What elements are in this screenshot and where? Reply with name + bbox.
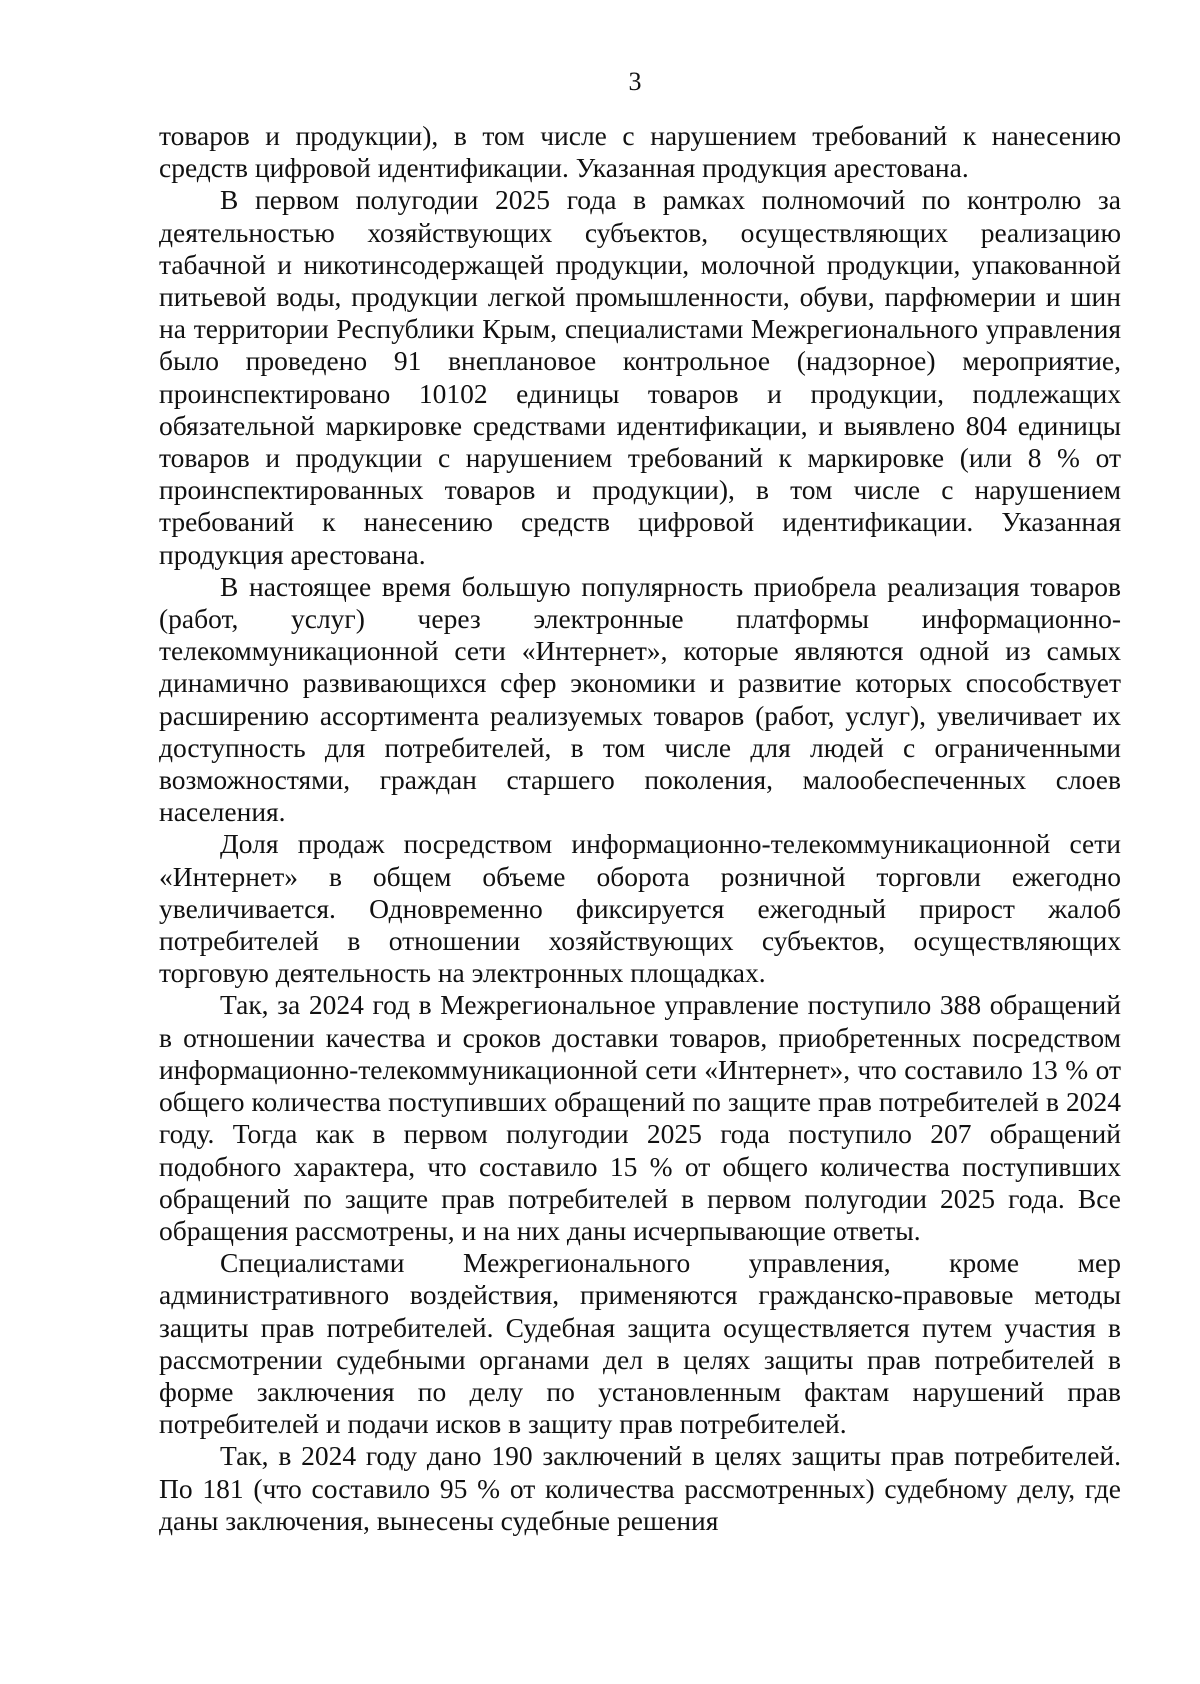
paragraph-2: В первом полугодии 2025 года в рамках полномочий по контролю за деятельностью хозяйствующих субъектов, осуществляющих реализацию табачной и никотинсодержащей продукции, молочной продукции, упакованной питьевой воды, продукции легкой промышленности, обуви, парфюмерии и шин на территории Республики Крым, специалистами Межрегионального управления было проведено 91 внеплановое контрольное (надзорное) мероприятие, проинспектировано 10102 единицы товаров и продукции, подлежащих обязательной маркировке средствами идентификации, и выявлено 804 единицы товаров и продукции с нарушением требований к маркировке (или 8 % от проинспектированных товаров и продукции), в том числе с нарушением требований к нанесению средств цифровой идентификации. Указанная продукция арестована. (159, 184, 1121, 570)
paragraph-3: В настоящее время большую популярность приобрела реализация товаров (работ, услуг) через электронные платформы информационно-телекоммуникационной сети «Интернет», которые являются одной из самых динамично развивающихся сфер экономики и развитие которых способствует расширению ассортимента реализуемых товаров (работ, услуг), увеличивает их доступность для потребителей, в том числе для людей с ограниченными возможностями, граждан старшего поколения, малообеспеченных слоев населения. (159, 570, 1121, 828)
paragraph-4: Доля продаж посредством информационно-телекоммуникационной сети «Интернет» в общем объеме оборота розничной торговли ежегодно увеличивается. Одновременно фиксируется ежегодный прирост жалоб потребителей в отношении хозяйствующих субъектов, осуществляющих торговую деятельность на электронных площадках. (159, 828, 1121, 989)
document-body (159, 120, 1121, 1537)
paragraph-5: Так, за 2024 год в Межрегиональное управление поступило 388 обращений в отношении качества и сроков доставки товаров, приобретенных посредством информационно-телекоммуникационной сети «Интернет», что составило 13 % от общего количества поступивших обращений по защите прав потребителей в 2024 году. Тогда как в первом полугодии 2025 года поступило 207 обращений подобного характера, что составило 15 % от общего количества поступивших обращений по защите прав потребителей в первом полугодии 2025 года. Все обращения рассмотрены, и на них даны исчерпывающие ответы. (159, 989, 1121, 1246)
paragraph-7: Так, в 2024 году дано 190 заключений в целях защиты прав потребителей. По 181 (что составило 95 % от количества рассмотренных) судебному делу, где даны заключения, вынесены судебные решения (159, 1440, 1121, 1536)
paragraph-6: Специалистами Межрегионального управления, кроме мер административного воздействия, применяются гражданско-правовые методы защиты прав потребителей. Судебная защита осуществляется путем участия в рассмотрении судебными органами дел в целях защиты прав потребителей в форме заключения по делу по установленным фактам нарушений прав потребителей и подачи исков в защиту прав потребителей. (159, 1247, 1121, 1440)
paragraph-1: товаров и продукции), в том числе с нарушением требований к нанесению средств цифровой идентификации. Указанная продукция арестована. (159, 120, 1121, 184)
page-number: 3 (628, 67, 642, 96)
